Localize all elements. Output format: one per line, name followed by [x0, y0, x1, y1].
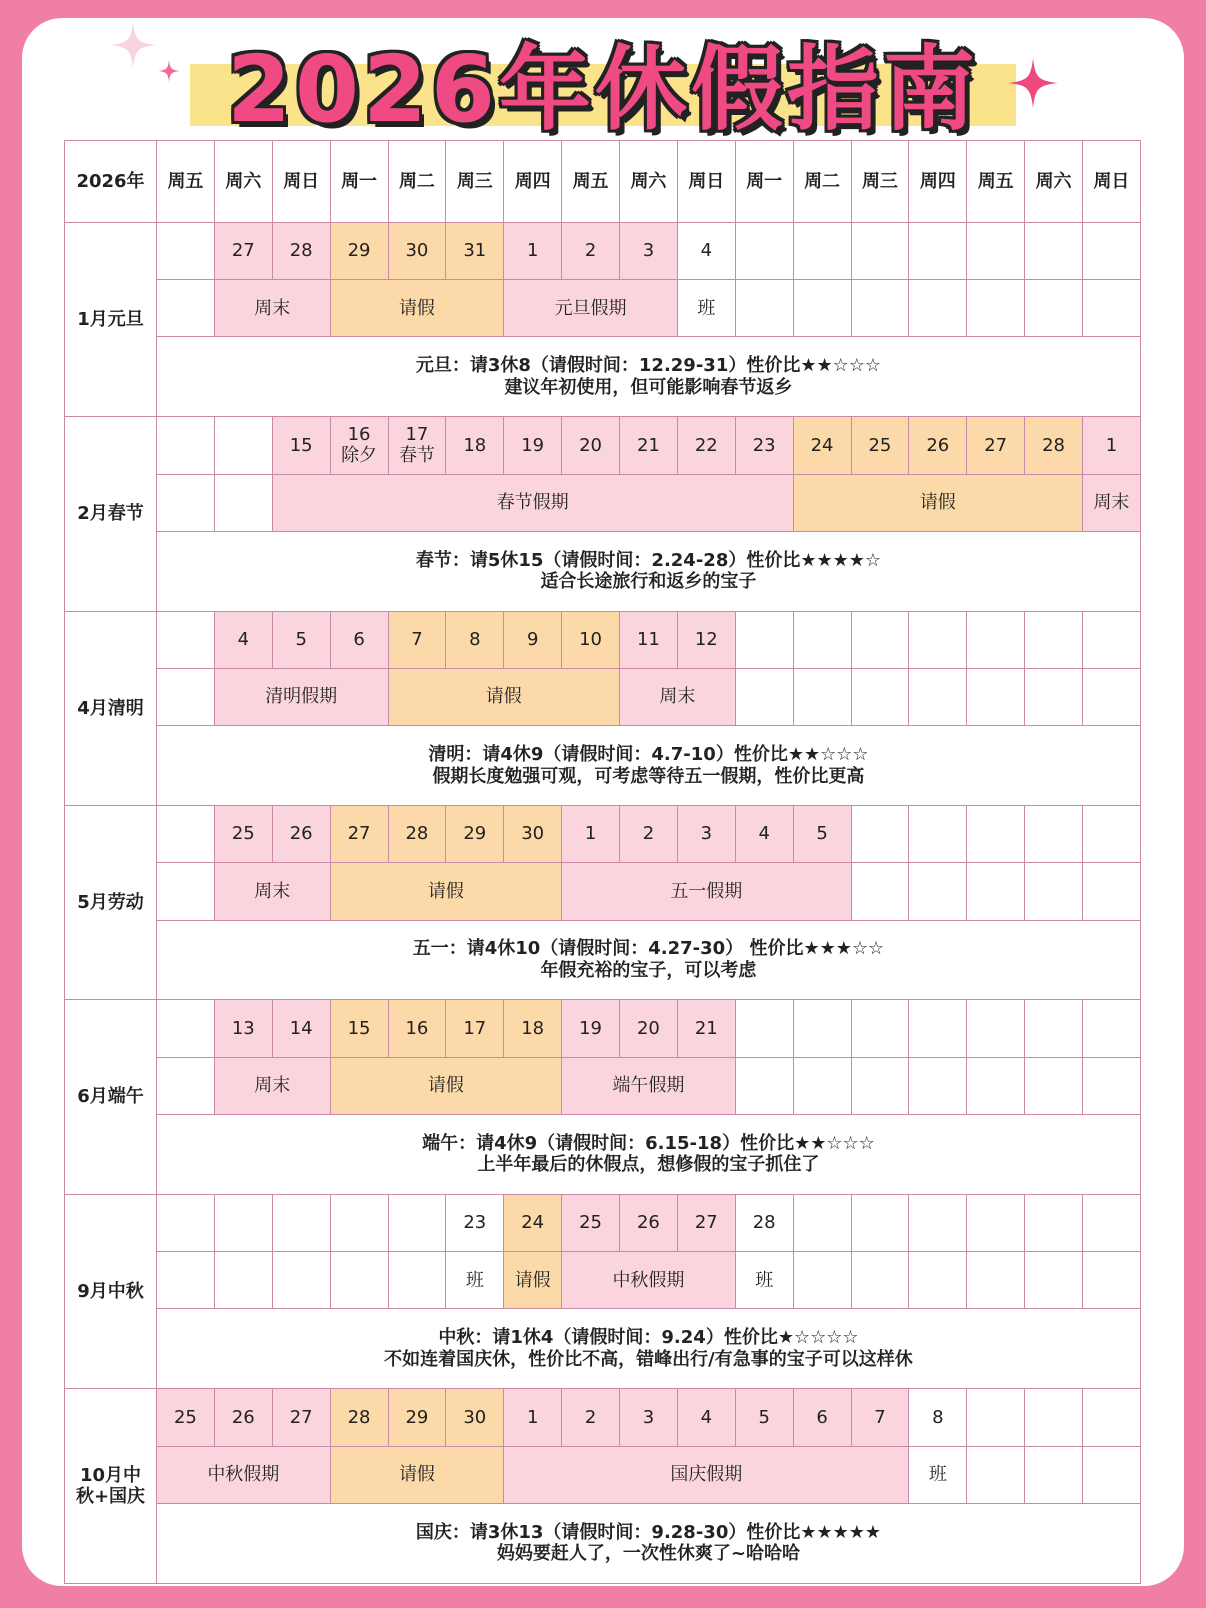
- date-cell: 26: [272, 806, 330, 863]
- empty-cell: [967, 280, 1025, 337]
- empty-cell: [214, 417, 272, 474]
- empty-cell: [909, 1057, 967, 1114]
- empty-cell: [735, 222, 793, 279]
- empty-cell: [214, 1252, 272, 1309]
- note-summary: 五一：请4休10（请假时间：4.27-30） 性价比★★★☆☆: [412, 938, 885, 960]
- label-row: [65, 1057, 1141, 1114]
- date-cell: 28: [330, 1389, 388, 1446]
- date-cell: 3: [620, 1389, 678, 1446]
- date-cell: 27: [272, 1389, 330, 1446]
- weekday-header: 周日: [272, 141, 330, 223]
- weekday-header: 周一: [330, 141, 388, 223]
- date-cell: 28: [388, 806, 446, 863]
- empty-cell: [157, 1194, 215, 1251]
- empty-cell: [909, 1194, 967, 1251]
- note-advice: 建议年初使用，但可能影响春节返乡: [504, 376, 793, 398]
- period-label: 周末: [214, 863, 330, 920]
- date-cell: [330, 417, 388, 474]
- weekday-header: 周六: [1025, 141, 1083, 223]
- date-cell: 27: [967, 417, 1025, 474]
- date-cell: 18: [446, 417, 504, 474]
- empty-cell: [967, 668, 1025, 725]
- empty-cell: [735, 611, 793, 668]
- sparkle-icon: [158, 60, 180, 82]
- date-cell: 21: [677, 1000, 735, 1057]
- period-label: 周末: [1083, 474, 1141, 531]
- empty-cell: [909, 1000, 967, 1057]
- holiday-note: [157, 1503, 1141, 1583]
- date-cell: 8: [909, 1389, 967, 1446]
- period-label: 端午假期: [562, 1057, 736, 1114]
- period-label: 周末: [214, 280, 330, 337]
- empty-cell: [157, 668, 215, 725]
- empty-cell: [157, 1057, 215, 1114]
- date-cell: 2: [620, 806, 678, 863]
- date-row: [65, 417, 1141, 474]
- period-label: 请假: [330, 1446, 504, 1503]
- date-cell: 30: [388, 222, 446, 279]
- empty-cell: [967, 1000, 1025, 1057]
- date-cell: 23: [446, 1194, 504, 1251]
- period-label: 班: [909, 1446, 967, 1503]
- empty-cell: [157, 474, 215, 531]
- period-label: 周末: [214, 1057, 330, 1114]
- empty-cell: [157, 222, 215, 279]
- weekday-header: 周一: [735, 141, 793, 223]
- empty-cell: [1083, 863, 1141, 920]
- month-label: 2月春节: [65, 417, 157, 611]
- empty-cell: [157, 611, 215, 668]
- date-cell: 8: [446, 611, 504, 668]
- month-label-line: 10月中: [79, 1464, 142, 1486]
- label-row: [65, 280, 1141, 337]
- label-row: [65, 668, 1141, 725]
- date-cell: 22: [677, 417, 735, 474]
- period-label: 春节假期: [272, 474, 793, 531]
- date-cell: 18: [504, 1000, 562, 1057]
- empty-cell: [214, 1194, 272, 1251]
- date-row: [65, 1000, 1141, 1057]
- period-label: 请假: [330, 280, 504, 337]
- empty-cell: [1083, 611, 1141, 668]
- empty-cell: [1083, 1194, 1141, 1251]
- empty-cell: [157, 1252, 215, 1309]
- date-cell: 23: [735, 417, 793, 474]
- empty-cell: [157, 806, 215, 863]
- date-cell: 5: [735, 1389, 793, 1446]
- empty-cell: [851, 1252, 909, 1309]
- month-label: 4月清明: [65, 611, 157, 805]
- date-row: [65, 1389, 1141, 1446]
- date-cell: 2: [562, 222, 620, 279]
- date-cell: 25: [214, 806, 272, 863]
- date-cell: 26: [620, 1194, 678, 1251]
- date-cell: 4: [735, 806, 793, 863]
- label-row: [65, 1252, 1141, 1309]
- empty-cell: [909, 806, 967, 863]
- date-cell: 6: [330, 611, 388, 668]
- empty-cell: [793, 1252, 851, 1309]
- empty-cell: [909, 863, 967, 920]
- note-advice: 假期长度勉强可观，可考虑等待五一假期，性价比更高: [432, 765, 865, 787]
- empty-cell: [793, 611, 851, 668]
- empty-cell: [793, 668, 851, 725]
- date-note: 春节: [398, 445, 435, 467]
- date-cell: 20: [620, 1000, 678, 1057]
- weekday-header: 周五: [562, 141, 620, 223]
- date-cell: 27: [214, 222, 272, 279]
- date-cell: 29: [446, 806, 504, 863]
- date-row: [65, 222, 1141, 279]
- empty-cell: [735, 1000, 793, 1057]
- holiday-note: [157, 920, 1141, 1000]
- empty-cell: [793, 1194, 851, 1251]
- empty-cell: [851, 280, 909, 337]
- weekday-header-row: [65, 141, 1141, 223]
- date-cell: 30: [504, 806, 562, 863]
- empty-cell: [157, 1000, 215, 1057]
- note-row: [65, 531, 1141, 611]
- empty-cell: [1025, 863, 1083, 920]
- date-cell: 25: [157, 1389, 215, 1446]
- empty-cell: [967, 222, 1025, 279]
- empty-cell: [967, 1252, 1025, 1309]
- date-row: [65, 611, 1141, 668]
- date-cell: 1: [504, 222, 562, 279]
- period-label: 国庆假期: [504, 1446, 909, 1503]
- note-summary: 国庆：请3休13（请假时间：9.28-30）性价比★★★★★: [415, 1521, 882, 1543]
- date-cell: 1: [1083, 417, 1141, 474]
- holiday-note: [157, 531, 1141, 611]
- date-cell: 4: [677, 222, 735, 279]
- date-cell: 10: [562, 611, 620, 668]
- period-label: 中秋假期: [562, 1252, 736, 1309]
- empty-cell: [851, 1000, 909, 1057]
- empty-cell: [967, 1389, 1025, 1446]
- empty-cell: [967, 1446, 1025, 1503]
- empty-cell: [735, 668, 793, 725]
- date-cell: 19: [504, 417, 562, 474]
- sparkle-icon: [1008, 58, 1058, 108]
- weekday-header: 周六: [620, 141, 678, 223]
- holiday-note: [157, 726, 1141, 806]
- weekday-header: 周日: [1083, 141, 1141, 223]
- empty-cell: [909, 1252, 967, 1309]
- empty-cell: [967, 806, 1025, 863]
- holiday-note: [157, 1309, 1141, 1389]
- date-cell: 16: [388, 1000, 446, 1057]
- empty-cell: [1025, 806, 1083, 863]
- empty-cell: [909, 222, 967, 279]
- date-cell: 4: [214, 611, 272, 668]
- empty-cell: [793, 1000, 851, 1057]
- period-label: 周末: [620, 668, 736, 725]
- note-row: [65, 1503, 1141, 1583]
- empty-cell: [157, 863, 215, 920]
- date-row: [65, 1194, 1141, 1251]
- note-summary: 端午：请4休9（请假时间：6.15-18）性价比★★☆☆☆: [422, 1132, 875, 1154]
- note-summary: 中秋：请1休4（请假时间：9.24）性价比★☆☆☆☆: [438, 1327, 859, 1349]
- month-label-line: 秋+国庆: [75, 1486, 146, 1508]
- period-label: 中秋假期: [157, 1446, 331, 1503]
- empty-cell: [157, 417, 215, 474]
- date-cell: 19: [562, 1000, 620, 1057]
- weekday-header: 周五: [967, 141, 1025, 223]
- empty-cell: [909, 668, 967, 725]
- period-label: 请假: [330, 863, 562, 920]
- month-label: [65, 1389, 157, 1584]
- period-label: 请假: [388, 668, 620, 725]
- empty-cell: [214, 474, 272, 531]
- period-label: 班: [446, 1252, 504, 1309]
- date-cell: [388, 417, 446, 474]
- empty-cell: [851, 222, 909, 279]
- date-cell: 2: [562, 1389, 620, 1446]
- empty-cell: [793, 1057, 851, 1114]
- empty-cell: [793, 222, 851, 279]
- date-cell: 12: [677, 611, 735, 668]
- empty-cell: [1083, 1057, 1141, 1114]
- note-advice: 上半年最后的休假点，想修假的宝子抓住了: [477, 1154, 820, 1176]
- empty-cell: [967, 1194, 1025, 1251]
- empty-cell: [735, 1057, 793, 1114]
- empty-cell: [1025, 280, 1083, 337]
- empty-cell: [1025, 1000, 1083, 1057]
- empty-cell: [1025, 1194, 1083, 1251]
- period-label: 请假: [504, 1252, 562, 1309]
- note-summary: 元旦：请3休8（请假时间：12.29-31）性价比★★☆☆☆: [415, 355, 882, 377]
- empty-cell: [967, 611, 1025, 668]
- weekday-header: 周五: [157, 141, 215, 223]
- month-label: 6月端午: [65, 1000, 157, 1194]
- weekday-header: 周四: [504, 141, 562, 223]
- empty-cell: [1083, 280, 1141, 337]
- date-cell: 3: [677, 806, 735, 863]
- date-cell: 14: [272, 1000, 330, 1057]
- note-advice: 年假充裕的宝子，可以考虑: [540, 960, 757, 982]
- empty-cell: [1025, 222, 1083, 279]
- empty-cell: [851, 1057, 909, 1114]
- empty-cell: [1083, 1252, 1141, 1309]
- date-cell: 7: [388, 611, 446, 668]
- empty-cell: [1083, 1000, 1141, 1057]
- date-cell: 25: [562, 1194, 620, 1251]
- weekday-header: 周三: [851, 141, 909, 223]
- empty-cell: [1083, 222, 1141, 279]
- date-cell: 21: [620, 417, 678, 474]
- weekday-header: 周三: [446, 141, 504, 223]
- empty-cell: [851, 1194, 909, 1251]
- empty-cell: [735, 280, 793, 337]
- empty-cell: [330, 1194, 388, 1251]
- date-cell: 11: [620, 611, 678, 668]
- date-cell: 25: [851, 417, 909, 474]
- note-row: [65, 920, 1141, 1000]
- date-cell: 29: [330, 222, 388, 279]
- empty-cell: [967, 863, 1025, 920]
- note-advice: 不如连着国庆休，性价比不高，错峰出行/有急事的宝子可以这样休: [384, 1348, 913, 1370]
- date-cell: 27: [330, 806, 388, 863]
- label-row: [65, 474, 1141, 531]
- empty-cell: [157, 280, 215, 337]
- weekday-header: 周日: [677, 141, 735, 223]
- date-cell: 3: [620, 222, 678, 279]
- date-number: 17: [405, 423, 429, 445]
- date-cell: 24: [793, 417, 851, 474]
- date-cell: 6: [793, 1389, 851, 1446]
- month-label: 1月元旦: [65, 222, 157, 416]
- date-cell: 28: [1025, 417, 1083, 474]
- weekday-header: 周六: [214, 141, 272, 223]
- period-label: 请假: [793, 474, 1082, 531]
- empty-cell: [388, 1252, 446, 1309]
- date-cell: 20: [562, 417, 620, 474]
- empty-cell: [1083, 806, 1141, 863]
- date-cell: 15: [330, 1000, 388, 1057]
- note-summary: 春节：请5休15（请假时间：2.24-28）性价比★★★★☆: [415, 549, 882, 571]
- label-row: [65, 1446, 1141, 1503]
- period-label: 清明假期: [214, 668, 388, 725]
- date-cell: 31: [446, 222, 504, 279]
- empty-cell: [1083, 1389, 1141, 1446]
- empty-cell: [851, 863, 909, 920]
- date-cell: 13: [214, 1000, 272, 1057]
- date-cell: 29: [388, 1389, 446, 1446]
- period-label: 班: [677, 280, 735, 337]
- date-cell: 17: [446, 1000, 504, 1057]
- date-cell: 26: [909, 417, 967, 474]
- date-cell: 28: [735, 1194, 793, 1251]
- date-cell: 24: [504, 1194, 562, 1251]
- date-cell: 1: [504, 1389, 562, 1446]
- date-cell: 5: [793, 806, 851, 863]
- year-header: 2026年: [65, 141, 157, 223]
- holiday-note: [157, 337, 1141, 417]
- date-row: [65, 806, 1141, 863]
- empty-cell: [967, 1057, 1025, 1114]
- date-cell: 15: [272, 417, 330, 474]
- empty-cell: [330, 1252, 388, 1309]
- empty-cell: [272, 1194, 330, 1251]
- note-row: [65, 1309, 1141, 1389]
- note-row: [65, 1115, 1141, 1195]
- empty-cell: [851, 806, 909, 863]
- empty-cell: [272, 1252, 330, 1309]
- sparkle-icon: [110, 22, 156, 68]
- note-advice: 妈妈要赶人了，一次性休爽了~哈哈哈: [496, 1543, 800, 1565]
- empty-cell: [1083, 1446, 1141, 1503]
- date-cell: 7: [851, 1389, 909, 1446]
- date-note: 除夕: [341, 445, 378, 467]
- empty-cell: [1025, 668, 1083, 725]
- empty-cell: [793, 280, 851, 337]
- holiday-calendar-table: [64, 140, 1141, 1584]
- month-label: 5月劳动: [65, 806, 157, 1000]
- date-cell: 26: [214, 1389, 272, 1446]
- date-cell: 9: [504, 611, 562, 668]
- empty-cell: [388, 1194, 446, 1251]
- empty-cell: [1025, 1389, 1083, 1446]
- weekday-header: 周二: [793, 141, 851, 223]
- empty-cell: [1025, 1446, 1083, 1503]
- empty-cell: [1025, 1057, 1083, 1114]
- note-row: [65, 726, 1141, 806]
- date-cell: 27: [677, 1194, 735, 1251]
- month-label: 9月中秋: [65, 1194, 157, 1388]
- note-row: [65, 337, 1141, 417]
- empty-cell: [909, 611, 967, 668]
- empty-cell: [851, 668, 909, 725]
- empty-cell: [909, 280, 967, 337]
- note-summary: 清明：请4休9（请假时间：4.7-10）性价比★★☆☆☆: [428, 744, 869, 766]
- page-title: 2026年休假指南: [226, 36, 980, 143]
- label-row: [65, 863, 1141, 920]
- period-label: 元旦假期: [504, 280, 678, 337]
- date-number: 16: [347, 423, 371, 445]
- note-advice: 适合长途旅行和返乡的宝子: [540, 571, 757, 593]
- period-label: 班: [735, 1252, 793, 1309]
- empty-cell: [1083, 668, 1141, 725]
- empty-cell: [1025, 1252, 1083, 1309]
- date-cell: 28: [272, 222, 330, 279]
- holiday-note: [157, 1115, 1141, 1195]
- weekday-header: 周四: [909, 141, 967, 223]
- date-cell: 1: [562, 806, 620, 863]
- period-label: 五一假期: [562, 863, 851, 920]
- date-cell: 4: [677, 1389, 735, 1446]
- date-cell: 30: [446, 1389, 504, 1446]
- empty-cell: [851, 611, 909, 668]
- date-cell: 5: [272, 611, 330, 668]
- weekday-header: 周二: [388, 141, 446, 223]
- empty-cell: [1025, 611, 1083, 668]
- period-label: 请假: [330, 1057, 562, 1114]
